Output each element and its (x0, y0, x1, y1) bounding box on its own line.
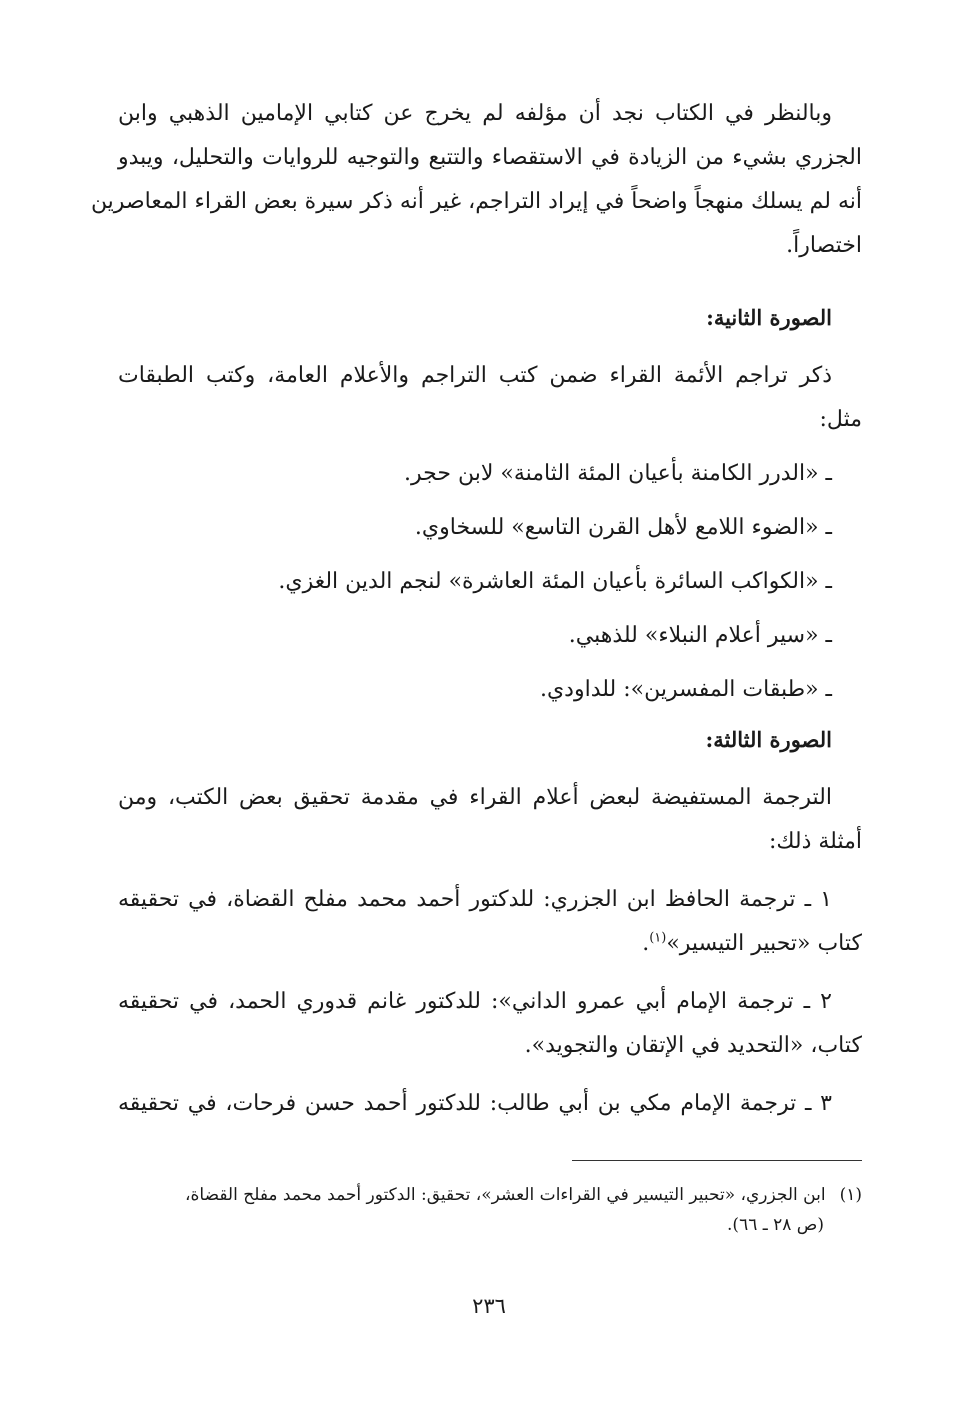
text-line: ذكر تراجم الأئمة القراء ضمن كتب التراجم والأعلام العامة، وكتب الطبقات (118, 363, 832, 388)
list-item: ـ «الدرر الكامنة بأعيان المئة الثامنة» لابن حجر. (404, 461, 832, 486)
example-item (118, 980, 862, 1068)
text-line: ١ ـ ترجمة الحافظ ابن الجزري: للدكتور أحمد محمد مفلح القضاة، في تحقيقه (118, 887, 832, 912)
footnote-text: ابن الجزري، «تحبير التيسير في القراءات العشر»، تحقيق: الدكتور أحمد محمد مفلح القضاة، (185, 1185, 826, 1205)
intro-paragraph (90, 92, 862, 268)
example-item (118, 1082, 862, 1126)
text-line: ٢ ـ ترجمة الإمام أبي عمرو الداني»: للدكتور غانم قدوري الحمد، في تحقيقه (118, 989, 832, 1014)
footnote-number: (١) (839, 1185, 862, 1205)
text-line: الترجمة المستفيضة لبعض أعلام القراء في مقدمة تحقيق بعض الكتب، ومن (118, 785, 832, 810)
example-item (118, 878, 862, 966)
text-line: وبالنظر في الكتاب نجد أن مؤلفه لم يخرج عن كتابي الإمامين الذهبي وابن (118, 101, 832, 126)
list-item: ـ «الكواكب السائرة بأعيان المئة العاشرة» لنجم الدين الغزي. (278, 569, 832, 594)
section-heading-third: الصورة الثالثة: (705, 727, 832, 752)
text-line (118, 922, 862, 966)
text-line: أنه لم يسلك منهجاً واضحاً في إيراد التراجم، غير أنه ذكر سيرة بعض القراء المعاصرين (90, 189, 862, 214)
section-heading-second: الصورة الثانية: (706, 305, 832, 330)
example-text-end: . (642, 931, 650, 956)
text-line: مثل: (819, 407, 862, 432)
text-line: اختصاراً. (786, 233, 862, 258)
example-text: كتاب «تحبير التيسير» (666, 931, 862, 956)
text-line: الجزري بشيء من الزيادة في الاستقصاء والتتبع والتوجيه للروايات والتحليل، ويبدو (118, 145, 862, 170)
section2-paragraph (118, 354, 862, 442)
footnote-separator (572, 1160, 862, 1161)
section3-paragraph (118, 776, 862, 864)
footnote-line: (ص ٢٨ ـ ٦٦). (727, 1215, 824, 1235)
page-number: ٢٣٦ (472, 1294, 506, 1318)
text-line: أمثلة ذلك: (768, 829, 862, 854)
footnote (118, 1180, 862, 1240)
footnote-reference[interactable]: (١) (649, 930, 667, 946)
list-item: ـ «طبقات المفسرين»: للداودي. (539, 677, 832, 702)
text-line: كتاب، «التحديد في الإتقان والتجويد». (524, 1033, 862, 1058)
text-line: ٣ ـ ترجمة الإمام مكي بن أبي طالب: للدكتور أحمد حسن فرحات، في تحقيقه (118, 1091, 832, 1116)
list-item: ـ «سير أعلام النبلاء» للذهبي. (568, 623, 832, 648)
list-item: ـ «الضوء اللامع لأهل القرن التاسع» للسخاوي. (414, 515, 832, 540)
footnote-line (118, 1180, 862, 1210)
page-body (90, 92, 862, 1126)
